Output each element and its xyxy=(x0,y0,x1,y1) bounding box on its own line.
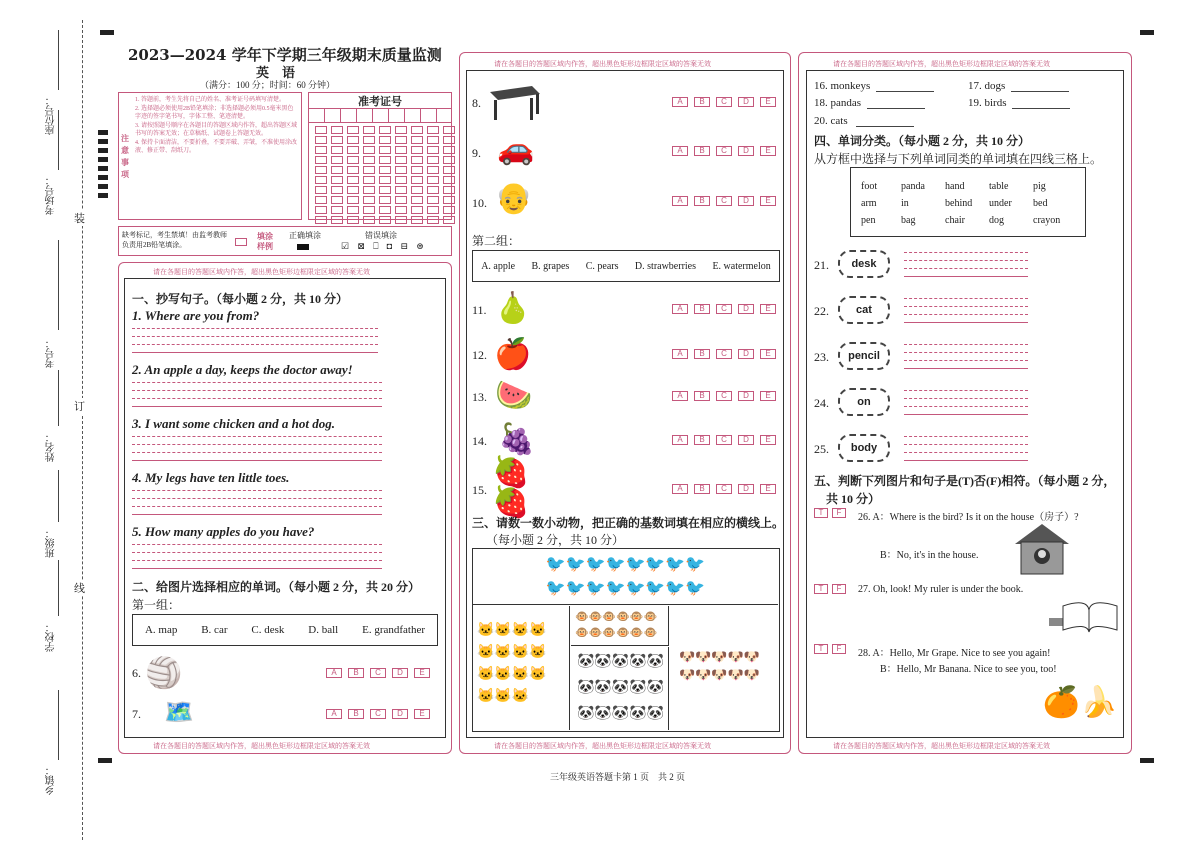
q27-tf[interactable] xyxy=(814,584,846,594)
write-line[interactable] xyxy=(132,352,378,353)
option-b[interactable]: B xyxy=(694,146,710,156)
bank-word: in xyxy=(901,198,909,209)
bank-word: pig xyxy=(1033,181,1046,192)
timing-marks xyxy=(98,130,108,200)
word-option: A. apple xyxy=(481,260,516,272)
q13-options[interactable] xyxy=(666,391,776,401)
region-note-top: 请在各题目的答题区域内作答，超出黑色矩形边框限定区域的答案无效 xyxy=(153,268,370,276)
cats-picture: 🐱🐱🐱🐱 🐱🐱🐱🐱 🐱🐱🐱🐱 🐱🐱🐱 xyxy=(473,606,570,730)
word-tag-cat: cat xyxy=(838,296,890,324)
section1-title: 一、抄写句子。（每小题 2 分，共 10 分） xyxy=(132,292,349,306)
write-line[interactable] xyxy=(132,406,382,407)
q26-line-b: B：No, it's in the house. xyxy=(880,550,979,561)
q17-label: 17. dogs xyxy=(968,80,1006,92)
q13-number: 13. xyxy=(472,390,487,404)
option-e[interactable]: E xyxy=(760,146,776,156)
option-d[interactable]: D xyxy=(738,97,754,107)
q15-options[interactable] xyxy=(666,484,776,494)
q27-text: 27. Oh, look! My ruler is under the book. xyxy=(858,584,1024,595)
town-label: 乡镇： xyxy=(46,765,57,795)
grapes-icon: 🍇 xyxy=(498,423,536,456)
word-tag-body: body xyxy=(838,434,890,462)
option-d[interactable]: D xyxy=(392,668,408,678)
exam-title: 2023—2024 学年下学期三年级期末质量监测 xyxy=(128,46,442,64)
option-c[interactable]: C xyxy=(716,196,732,206)
option-c[interactable]: C xyxy=(370,668,386,678)
q21-write-line[interactable] xyxy=(904,276,1028,277)
q12-options[interactable] xyxy=(666,349,776,359)
desk-icon xyxy=(486,80,542,124)
section3-subtitle: （每小题 2 分，共 10 分） xyxy=(486,533,625,547)
q28-line-a: 28. A：Hello, Mr Grape. Nice to see you again! xyxy=(858,648,1051,659)
region-note-top: 请在各题目的答题区域内作答，超出黑色矩形边框限定区域的答案无效 xyxy=(494,60,711,68)
option-b[interactable]: B xyxy=(694,97,710,107)
q15-number: 15. xyxy=(472,483,487,497)
option-e[interactable]: E xyxy=(760,484,776,494)
bank-word: hand xyxy=(945,181,965,192)
bank-word: bed xyxy=(1033,198,1048,209)
option-a[interactable]: A xyxy=(672,435,688,445)
option-a[interactable]: A xyxy=(672,484,688,494)
word-option: D. strawberries xyxy=(634,260,697,272)
option-c[interactable]: C xyxy=(716,304,732,314)
q17-answer-line[interactable] xyxy=(1011,82,1069,92)
watermelon-icon: 🍉 xyxy=(495,379,533,412)
q18 xyxy=(814,97,925,109)
word-option: A. map xyxy=(144,624,178,636)
sentence-1: 1. Where are you from? xyxy=(132,308,260,323)
instruction-item: 4. 保持卡面清洁，不要折叠，不要弄破、弄皱，不准使用涂改液、修正带、刮纸刀。 xyxy=(135,139,298,154)
instruction-item: 2. 选择题必须使用2B铅笔填涂；非选择题必须用0.5毫米黑色字迹的签字笔书写，字体工整、笔迹清楚。 xyxy=(135,105,294,120)
option-a[interactable]: A xyxy=(672,97,688,107)
region-note-bottom: 请在各题目的答题区域内作答，超出黑色矩形边框限定区域的答案无效 xyxy=(153,742,370,750)
section4-desc: 从方框中选择与下列单词同类的单词填在四线三格上。 xyxy=(814,152,1103,166)
option-e[interactable]: E xyxy=(414,668,430,678)
world-map-icon: 🗺️ xyxy=(164,700,194,726)
q20-label: 20. cats xyxy=(814,115,848,127)
option-b[interactable]: B xyxy=(348,709,364,719)
option-d[interactable]: D xyxy=(738,146,754,156)
option-b[interactable]: B xyxy=(694,349,710,359)
fill-sample-label: 填涂样例 xyxy=(257,232,273,251)
bank-word: chair xyxy=(945,215,965,226)
q21-number: 21. xyxy=(814,258,829,272)
option-e[interactable]: E xyxy=(760,97,776,107)
option-a[interactable]: A xyxy=(672,146,688,156)
section4-title: 四、单词分类。（每小题 2 分，共 10 分） xyxy=(814,134,1031,148)
option-c[interactable]: C xyxy=(716,97,732,107)
option-e[interactable]: E xyxy=(760,391,776,401)
q22-number: 22. xyxy=(814,304,829,318)
q16-answer-line[interactable] xyxy=(876,82,934,92)
strawberries-icon: 🍓🍓 xyxy=(492,456,530,519)
car-icon: 🚗 xyxy=(497,133,535,166)
missing-bubble[interactable] xyxy=(235,238,247,246)
option-b[interactable]: B xyxy=(694,304,710,314)
option-a[interactable]: A xyxy=(672,391,688,401)
q11-options[interactable] xyxy=(666,304,776,314)
name-field[interactable] xyxy=(58,370,59,426)
wrong-fill-label: 错误填涂 xyxy=(365,231,397,240)
option-d[interactable]: D xyxy=(738,196,754,206)
page-footer: 三年级英语答题卡第 1 页 共 2 页 xyxy=(550,772,686,782)
false-option[interactable]: F xyxy=(832,508,846,518)
option-d[interactable]: D xyxy=(392,709,408,719)
region-note-top: 请在各题目的答题区域内作答，超出黑色矩形边框限定区域的答案无效 xyxy=(833,60,1050,68)
false-option[interactable]: F xyxy=(832,584,846,594)
name-label: 姓名： xyxy=(46,432,57,462)
option-c[interactable]: C xyxy=(716,349,732,359)
option-b[interactable]: B xyxy=(694,484,710,494)
correct-fill-label: 正确填涂 xyxy=(289,231,321,240)
q10-number: 10. xyxy=(472,196,487,210)
word-option: B. car xyxy=(201,624,228,636)
q6-number: 6. xyxy=(132,666,141,680)
bank-word: arm xyxy=(861,198,877,209)
option-a[interactable]: A xyxy=(672,304,688,314)
option-e[interactable]: E xyxy=(760,435,776,445)
q14-number: 14. xyxy=(472,434,487,448)
option-b[interactable]: B xyxy=(694,435,710,445)
option-e[interactable]: E xyxy=(760,196,776,206)
bank-word: crayon xyxy=(1033,215,1061,226)
sentence-5: 5. How many apples do you have? xyxy=(132,524,315,539)
bank-word: panda xyxy=(901,181,925,192)
true-option[interactable]: T xyxy=(814,584,828,594)
q17 xyxy=(968,80,1069,92)
q28-line-b: B：Hello, Mr Banana. Nice to see you, too! xyxy=(880,664,1057,675)
exam-id-box xyxy=(308,92,452,220)
q28-tf[interactable] xyxy=(814,644,846,654)
q24-write-line[interactable] xyxy=(904,414,1028,415)
option-a[interactable]: A xyxy=(326,709,342,719)
instructions-side-label: 注意事项 xyxy=(121,134,129,179)
sentence-3: 3. I want some chicken and a hot dog. xyxy=(132,416,335,431)
number-field[interactable] xyxy=(58,240,59,330)
apple-icon: 🍎 xyxy=(494,338,532,371)
option-d[interactable]: D xyxy=(738,304,754,314)
seat-field[interactable] xyxy=(58,30,59,90)
instructions-list xyxy=(135,96,299,156)
option-c[interactable]: C xyxy=(716,391,732,401)
option-d[interactable]: D xyxy=(738,349,754,359)
school-label: 学校： xyxy=(46,622,57,652)
dogs-picture: 🐶🐶🐶🐶🐶 🐶🐶🐶🐶🐶 xyxy=(679,649,760,682)
word-option: E. grandfather xyxy=(362,624,426,636)
write-line[interactable] xyxy=(132,460,382,461)
option-d[interactable]: D xyxy=(738,391,754,401)
option-e[interactable]: E xyxy=(414,709,430,719)
bank-word: under xyxy=(989,198,1012,209)
missing-note: 缺考标记，考生禁填！由监考教师负责用2B铅笔填涂。 xyxy=(122,231,227,249)
word-option: D. ball xyxy=(308,624,339,636)
book-ruler-icon xyxy=(1048,596,1120,636)
option-d[interactable]: D xyxy=(738,435,754,445)
q25-number: 25. xyxy=(814,442,829,456)
q18-label: 18. pandas xyxy=(814,97,862,109)
word-tag-pencil: pencil xyxy=(838,342,890,370)
birds-picture: 🐦🐦🐦🐦🐦🐦🐦🐦 🐦🐦🐦🐦🐦🐦🐦🐦 xyxy=(473,549,778,605)
q11-number: 11. xyxy=(472,303,487,317)
q23-write-line[interactable] xyxy=(904,368,1028,369)
word-option: B. grapes xyxy=(531,260,570,272)
class-field[interactable] xyxy=(58,470,59,522)
q20 xyxy=(814,115,914,127)
pandas-picture: 🐼🐼🐼🐼🐼 🐼🐼🐼🐼🐼 🐼🐼🐼🐼🐼 xyxy=(571,647,669,730)
pear-icon: 🍐 xyxy=(494,292,532,325)
fill-sample-box xyxy=(118,226,452,256)
option-a[interactable]: A xyxy=(672,349,688,359)
option-e[interactable]: E xyxy=(760,304,776,314)
word-option: C. pears xyxy=(585,260,619,272)
sentence-2: 2. An apple a day, keeps the doctor away! xyxy=(132,362,353,377)
seat-label: 座位号： xyxy=(46,95,57,135)
score-info: （满分：100 分；时间：60 分钟） xyxy=(200,80,336,90)
q10-options[interactable] xyxy=(666,196,776,206)
school-field[interactable] xyxy=(58,560,59,616)
word-tag-on: on xyxy=(838,388,890,416)
section5-title-cont: 共 10 分） xyxy=(826,492,881,506)
class-label: 班级： xyxy=(46,528,57,558)
animal-count-box xyxy=(472,548,780,732)
section5-title: 五、判断下列图片和句子是(T)否(F)相符。（每小题 2 分， xyxy=(814,474,1116,488)
q8-number: 8. xyxy=(472,96,481,110)
bank-word: dog xyxy=(989,215,1004,226)
alignment-marker xyxy=(100,30,114,35)
true-option[interactable]: T xyxy=(814,644,828,654)
false-option[interactable]: F xyxy=(832,644,846,654)
fruit-characters-icon: 🍊🍌 xyxy=(1042,686,1118,719)
word-tag-desk: desk xyxy=(838,250,890,278)
bank-word: pen xyxy=(861,215,876,226)
q7-options[interactable] xyxy=(320,709,430,719)
birdhouse-icon xyxy=(1010,520,1074,576)
option-a[interactable]: A xyxy=(326,668,342,678)
true-option[interactable]: T xyxy=(814,508,828,518)
instructions-box xyxy=(118,92,302,220)
bank-word: foot xyxy=(861,181,878,192)
option-b[interactable]: B xyxy=(694,196,710,206)
room-field[interactable] xyxy=(58,110,59,170)
q9-options[interactable] xyxy=(666,146,776,156)
region-note-bottom: 请在各题目的答题区域内作答，超出黑色矩形边框限定区域的答案无效 xyxy=(494,742,711,750)
exam-id-write-row[interactable] xyxy=(309,109,451,123)
number-label: 考号： xyxy=(46,338,57,368)
room-label: 考场号： xyxy=(46,175,57,215)
option-c[interactable]: C xyxy=(716,146,732,156)
wrong-fill-samples: ☑ ⊠ ⎕ ◘ ⊟ ⊜ xyxy=(341,241,427,251)
group1-label: 第一组： xyxy=(132,598,181,612)
q18-answer-line[interactable] xyxy=(867,99,925,109)
q9-number: 9. xyxy=(472,146,481,160)
q19-answer-line[interactable] xyxy=(1012,99,1070,109)
monkeys-picture: 🐵🐵🐵🐵🐵🐵 🐵🐵🐵🐵🐵🐵 xyxy=(571,606,669,646)
q16-label: 16. monkeys xyxy=(814,80,871,92)
q26-tf[interactable] xyxy=(814,508,846,518)
word-option: E. watermelon xyxy=(712,260,771,272)
bank-word: bag xyxy=(901,215,916,226)
q24-number: 24. xyxy=(814,396,829,410)
q16 xyxy=(814,80,934,92)
q14-options[interactable] xyxy=(666,435,776,445)
q19-label: 19. birds xyxy=(968,97,1007,109)
q20-answer-line[interactable] xyxy=(856,117,914,127)
sentence-4: 4. My legs have ten little toes. xyxy=(132,470,290,485)
option-b[interactable]: B xyxy=(348,668,364,678)
binding-mark-3: 线 xyxy=(74,580,85,596)
q7-number: 7. xyxy=(132,707,141,721)
grandfather-icon: 👴 xyxy=(495,182,533,215)
instruction-item: 1. 答题前，考生先将自己的姓名、准考证号码填写清楚。 xyxy=(135,97,286,103)
exam-id-bubble-grid[interactable] xyxy=(309,123,451,225)
q22-write-line[interactable] xyxy=(904,322,1028,323)
alignment-marker xyxy=(1140,30,1154,35)
option-d[interactable]: D xyxy=(738,484,754,494)
option-c[interactable]: C xyxy=(716,484,732,494)
option-a[interactable]: A xyxy=(672,196,688,206)
alignment-marker xyxy=(1140,758,1154,763)
q25-write-line[interactable] xyxy=(904,460,1028,461)
group2-word-box xyxy=(472,250,780,282)
q19 xyxy=(968,97,1070,109)
binding-line xyxy=(82,20,83,840)
option-b[interactable]: B xyxy=(694,391,710,401)
correct-fill-sample xyxy=(297,244,309,250)
group1-word-box xyxy=(132,614,438,646)
q8-options[interactable] xyxy=(666,97,776,107)
exam-id-title: 准考证号 xyxy=(309,93,451,109)
q26-line-a: 26. A：Where is the bird? Is it on the house（房子）? xyxy=(858,512,1079,523)
bank-word: table xyxy=(989,181,1009,192)
alignment-marker xyxy=(98,758,112,763)
section2-title: 二、给图片选择相应的单词。（每小题 2 分，共 20 分） xyxy=(132,580,421,594)
q6-options[interactable] xyxy=(320,668,430,678)
word-option: C. desk xyxy=(251,624,285,636)
section3-title: 三、请数一数小动物，把正确的基数词填在相应的横线上。 xyxy=(472,516,785,530)
option-e[interactable]: E xyxy=(760,349,776,359)
bank-word: behind xyxy=(945,198,973,209)
q23-number: 23. xyxy=(814,350,829,364)
binding-mark-1: 装 xyxy=(74,210,85,226)
write-line[interactable] xyxy=(132,514,382,515)
word-bank-box xyxy=(850,167,1086,237)
group2-label: 第二组： xyxy=(472,234,521,248)
ball-icon: 🏐 xyxy=(145,657,183,690)
q12-number: 12. xyxy=(472,348,487,362)
binding-mark-2: 订 xyxy=(74,398,85,414)
town-field[interactable] xyxy=(58,690,59,760)
exam-subject: 英 语 xyxy=(256,65,296,80)
instruction-item: 3. 请按照题号顺序在各题目的答题区域内作答，超出答题区域书写的答案无效；在草稿纸、试题卷上答题无效。 xyxy=(135,122,298,137)
option-c[interactable]: C xyxy=(370,709,386,719)
region-note-bottom: 请在各题目的答题区域内作答，超出黑色矩形边框限定区域的答案无效 xyxy=(833,742,1050,750)
option-c[interactable]: C xyxy=(716,435,732,445)
write-line[interactable] xyxy=(132,568,382,569)
